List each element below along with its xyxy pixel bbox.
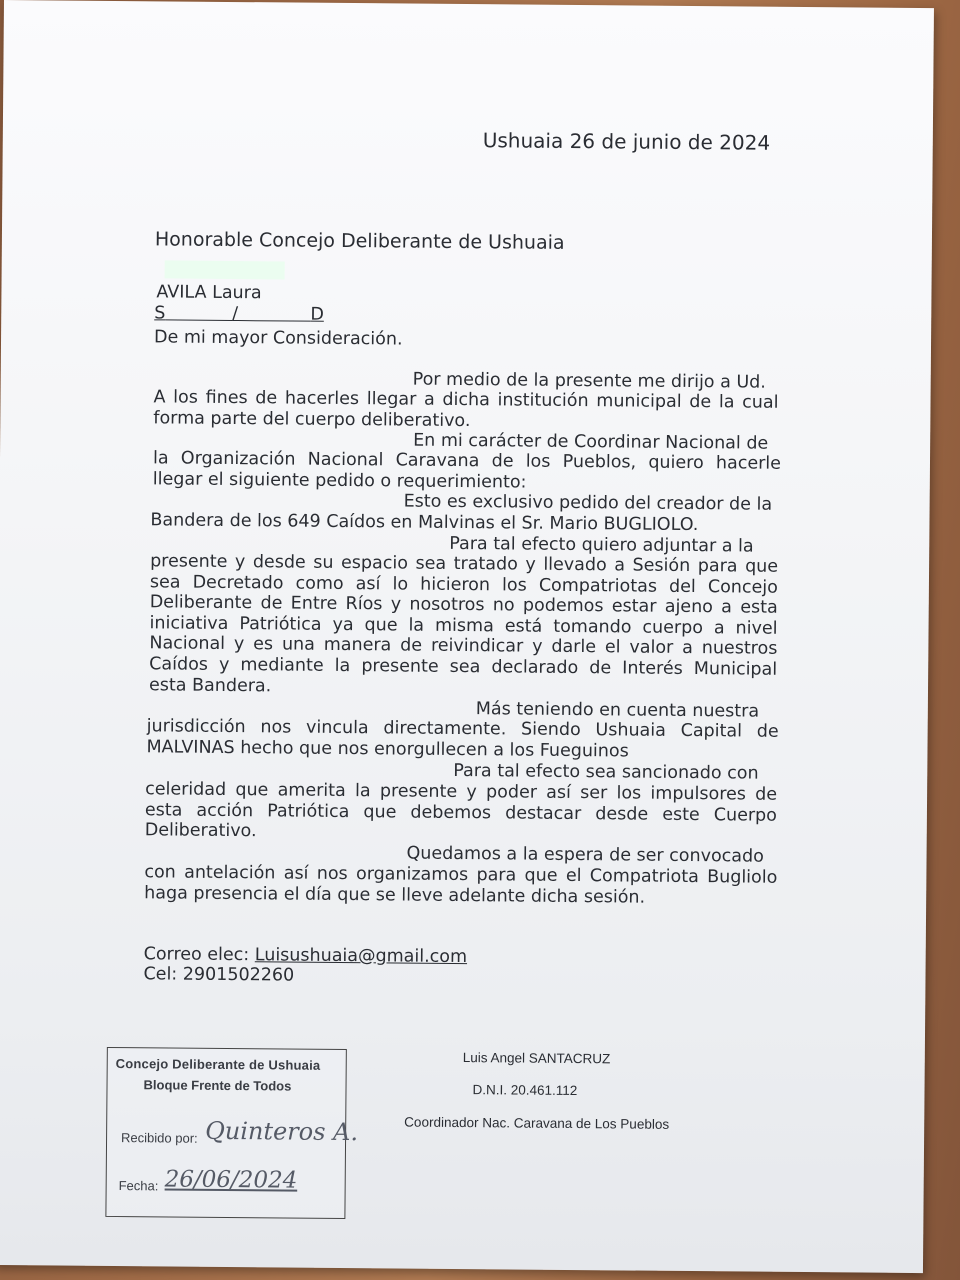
- p7-line-3: haga presencia el día que se lleve adelante dicha sesión.: [144, 882, 646, 908]
- recipient-institution: Honorable Concejo Deliberante de Ushuaia: [154, 228, 565, 254]
- paragraph-2: [153, 448, 781, 495]
- sd-d: D: [310, 304, 324, 325]
- paragraph-7: [144, 862, 777, 909]
- p4-line-4: Deliberante de Entre Ríos y nosotros no podemos estar ajeno a esta: [149, 592, 778, 618]
- p2-line-2: la Organización Nacional Caravana de los Pueblos, quiero hacerle: [152, 448, 782, 474]
- paragraph-1: [153, 387, 778, 434]
- phone-label: Cel:: [143, 964, 178, 985]
- p6-line-3: esta acción Patriótica que debemos destacar desde este Cuerpo: [144, 799, 778, 826]
- p1-line-2: A los fines de hacerles llegar a dicha institución municipal de la cual: [153, 387, 779, 413]
- p4-line-3: sea Decretado como así lo hicieron los Compatriotas del Concejo: [149, 571, 778, 598]
- paragraph-5: [146, 716, 778, 763]
- p4-line-6: Nacional y es una manera de reivindicar y darle el valor a nuestros: [149, 633, 778, 660]
- sd-slash: /: [232, 304, 239, 325]
- phone-line: [143, 964, 294, 986]
- phone-number: 2901502260: [182, 964, 295, 986]
- p7-line-1: Quedamos a la espera de ser convocado: [406, 843, 764, 867]
- stamp-received-signature: Quinteros A.: [205, 1116, 359, 1147]
- p1-line-3: forma parte del cuerpo deliberativo.: [153, 407, 471, 431]
- signer-dni: D.N.I. 20.461.112: [472, 1082, 578, 1099]
- p3-line-1: Esto es exclusivo pedido del creador de la: [403, 491, 773, 515]
- p6-line-1: Para tal efecto sea sancionado con: [453, 760, 759, 784]
- p6-line-4: Deliberativo.: [144, 820, 257, 842]
- redaction-mark: [165, 260, 285, 279]
- p2-line-3: llegar el siguiente pedido o requerimiento:: [152, 468, 527, 493]
- paragraph-4: [149, 551, 778, 701]
- sd-s: S: [154, 303, 166, 324]
- p4-line-7: Caídos y mediante la presente sea declarado de Interés Municipal: [149, 654, 778, 680]
- p6-line-2: celeridad que amerita la presente y poder así ser los impulsores de: [145, 779, 778, 805]
- addressee-name: AVILA Laura: [156, 282, 262, 304]
- sd-line: [154, 303, 324, 325]
- p5-line-2: jurisdicción nos vincula directamente. Siendo Ushuaia Capital de: [146, 716, 779, 742]
- p7-line-2: con antelación así nos organizamos para que el Compatriota Bugliolo: [144, 862, 778, 888]
- email-link[interactable]: Luisushuaia@gmail.com: [254, 945, 468, 968]
- stamp-date-handwritten: 26/06/2024: [164, 1166, 298, 1194]
- stamp-org: Concejo Deliberante de Ushuaia: [115, 1056, 321, 1073]
- reception-stamp: [105, 1047, 359, 1219]
- p5-line-1: Más teniendo en cuenta nuestra: [475, 699, 760, 722]
- salutation: De mi mayor Consideración.: [153, 327, 403, 350]
- paragraph-6: [145, 779, 778, 846]
- p5-line-3: MALVINAS hecho que nos enorgullecen a los Fueguinos: [146, 736, 629, 762]
- p4-line-2: presente y desde su espacio sea tratado y llevado a Sesión para que: [150, 551, 779, 577]
- p2-line-1: En mi carácter de Coordinar Nacional de: [413, 430, 769, 454]
- letter-date: Ushuaia 26 de junio de 2024: [482, 128, 771, 155]
- stamp-received-label: Recibido por:: [121, 1130, 198, 1146]
- signer-title: Coordinador Nac. Caravana de Los Pueblos: [404, 1114, 670, 1132]
- stamp-bloc: Bloque Frente de Todos: [143, 1077, 292, 1094]
- p4-line-8: esta Bandera.: [148, 674, 272, 696]
- p4-line-1: Para tal efecto quiero adjuntar a la: [449, 533, 754, 557]
- email-label: Correo elec:: [143, 944, 250, 966]
- p1-line-1: Por medio de la presente me dirijo a Ud.: [412, 369, 766, 393]
- signer-name: Luis Angel SANTACRUZ: [462, 1050, 611, 1067]
- p3-line-2: Bandera de los 649 Caídos en Malvinas el Sr. Mario BUGLIOLO.: [150, 510, 699, 536]
- p4-line-5: iniciativa Patriótica ya que la misma está tomando cuerpo a nivel: [149, 613, 778, 639]
- stamp-date-label: Fecha:: [118, 1178, 159, 1194]
